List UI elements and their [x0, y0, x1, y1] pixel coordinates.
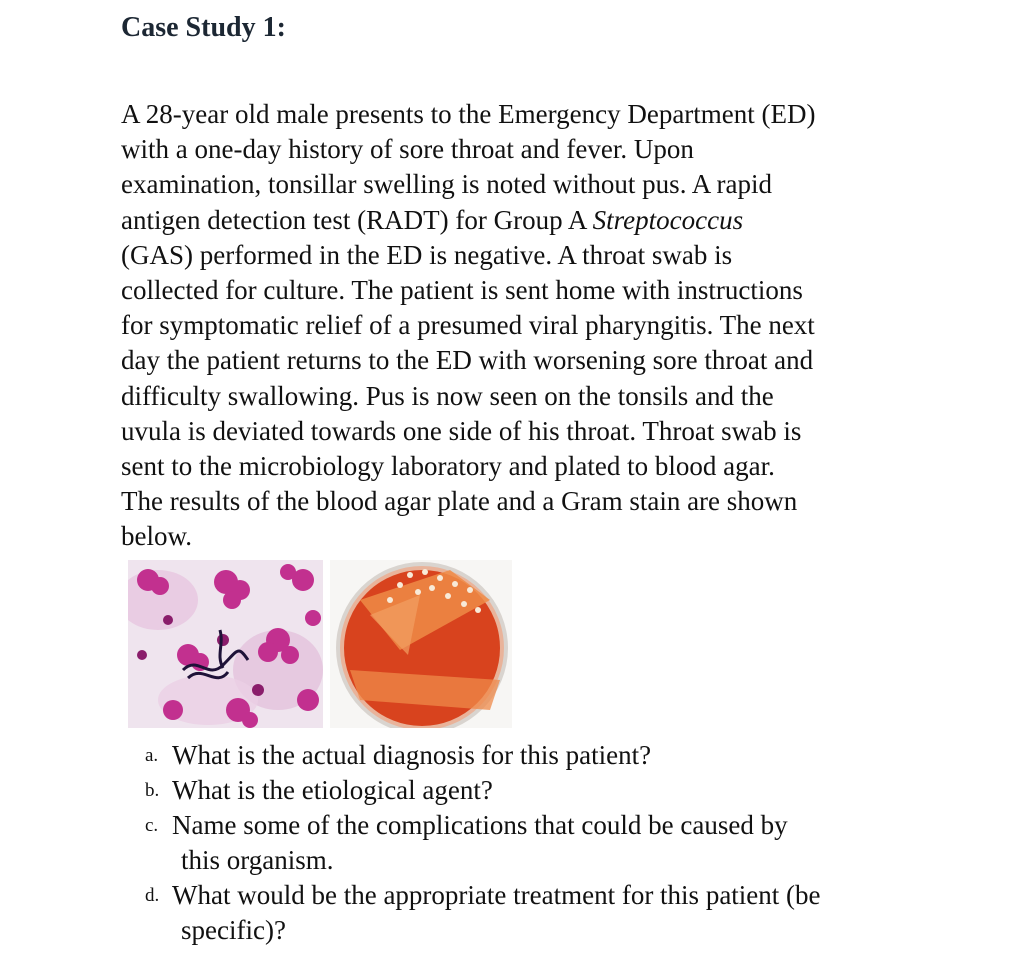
paragraph-line: for symptomatic relief of a presumed viral pharyngitis. The next: [121, 310, 815, 341]
question-text: What would be the appropriate treatment for this patient (be: [172, 880, 821, 910]
paragraph-line: uvula is deviated towards one side of his throat. Throat swab is: [121, 415, 802, 446]
paragraph-line: difficulty swallowing. Pus is now seen on the tonsils and the: [121, 380, 774, 411]
italic-organism-term: Streptococcus: [592, 204, 744, 235]
question-list: [145, 738, 1005, 948]
paragraph-line: (GAS) performed in the ED is negative. A throat swab is: [121, 239, 733, 270]
question-text: Name some of the complications that could be caused by: [172, 810, 788, 840]
question-text: What is the actual diagnosis for this patient?: [172, 740, 652, 770]
question-text-continued: this organism.: [181, 845, 334, 875]
question-item: [145, 878, 1005, 948]
paragraph-line: examination, tonsillar swelling is noted without pus. A rapid: [121, 169, 772, 200]
question-text-continued: specific)?: [181, 915, 286, 945]
paragraph-line-text: antigen detection test (RADT) for Group A: [121, 204, 593, 235]
page-title: Case Study 1:: [121, 12, 286, 43]
case-paragraph: [121, 97, 921, 555]
blood-agar-plate-image: [330, 560, 512, 728]
paragraph-line: A 28-year old male presents to the Emergency Department (ED): [121, 99, 816, 129]
question-marker: a.: [145, 745, 159, 766]
question-marker: d.: [145, 885, 160, 906]
paragraph-line: with a one-day history of sore throat and fever. Upon: [121, 134, 694, 165]
question-marker: c.: [145, 815, 159, 836]
paragraph-line: below.: [121, 521, 192, 552]
question-text: What is the etiological agent?: [172, 775, 493, 805]
paragraph-line: collected for culture. The patient is sent home with instructions: [121, 275, 803, 306]
paragraph-line: day the patient returns to the ED with worsening sore throat and: [121, 345, 814, 376]
question-marker: b.: [145, 780, 160, 801]
paragraph-line: sent to the microbiology laboratory and plated to blood agar.: [121, 451, 775, 482]
question-item: [145, 738, 1005, 773]
question-item: [145, 808, 1005, 878]
paragraph-line: The results of the blood agar plate and a Gram stain are shown: [121, 486, 798, 517]
question-item: [145, 773, 1005, 808]
paragraph-line-with-italic: [121, 203, 921, 238]
gram-stain-image: [128, 560, 323, 728]
